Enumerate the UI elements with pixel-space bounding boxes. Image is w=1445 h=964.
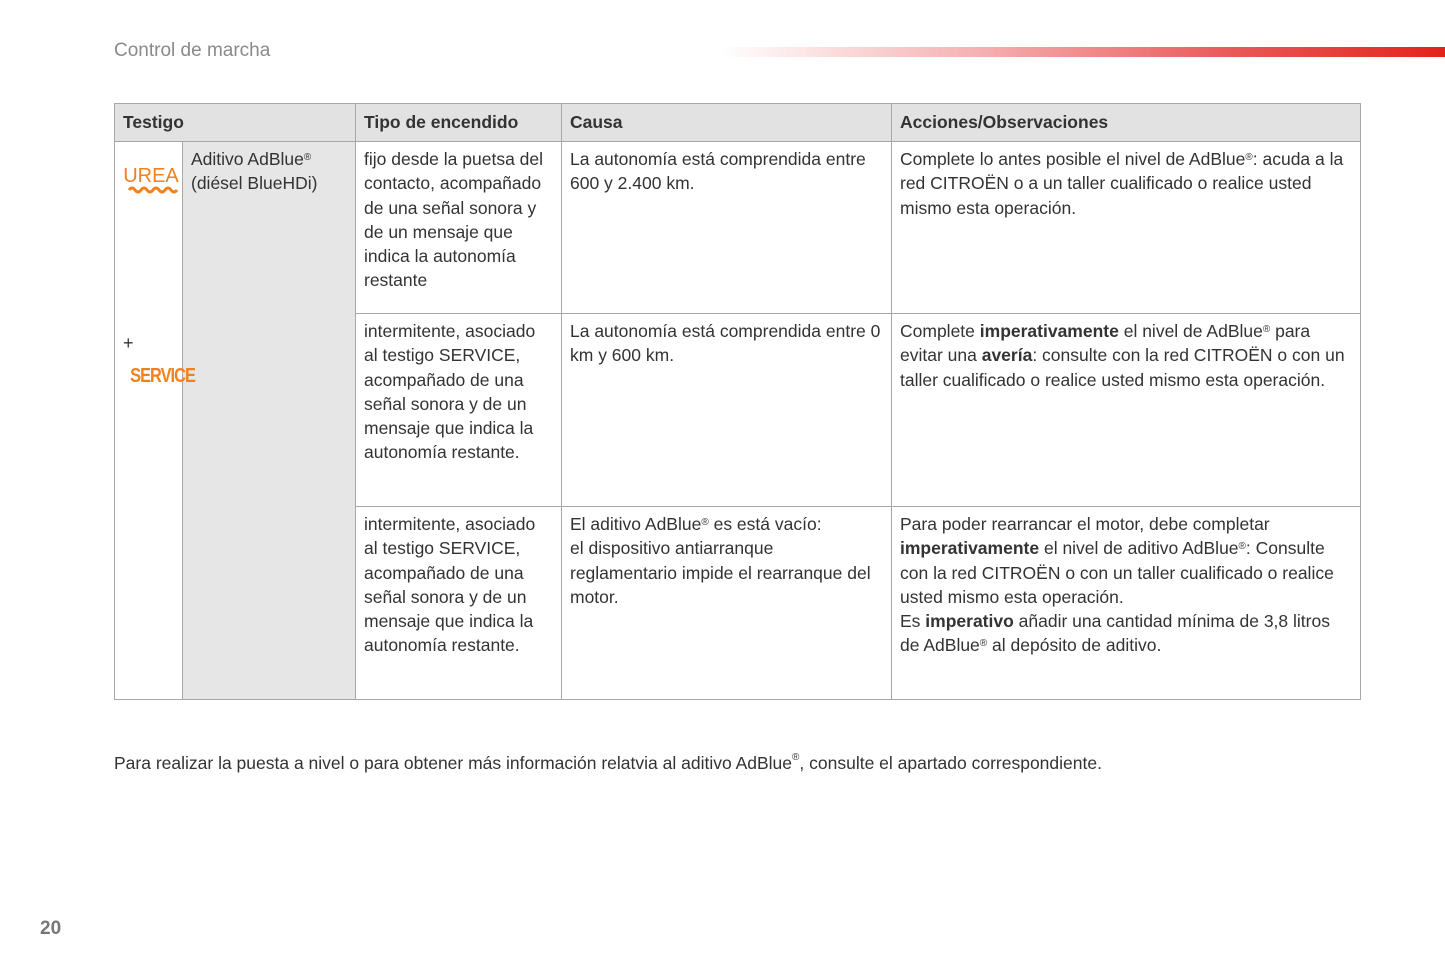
causa-cell: La autonomía está comprendida entre 0 km y 600 km. [562, 314, 892, 507]
accion-cell: Complete lo antes posible el nivel de AdBlue®: acuda a la red CITROËN o a un taller cualificado o realice usted mismo esta operación. [892, 142, 1361, 314]
footer-note: Para realizar la puesta a nivel o para obtener más información relatvia al aditivo AdBlue®, consulte el apartado correspondiente. [114, 752, 1102, 773]
tipo-cell: fijo desde la puetsa del contacto, acompañado de una señal sonora y de un mensaje que indica la autonomía restante [356, 142, 562, 314]
causa-cell: La autonomía está comprendida entre 600 y 2.400 km. [562, 142, 892, 314]
header-accent-bar [720, 47, 1445, 57]
indicator-name: Aditivo AdBlue [191, 149, 304, 169]
urea-wave-icon [129, 188, 177, 192]
section-title: Control de marcha [114, 40, 271, 61]
header-causa: Causa [562, 104, 892, 142]
plus-sign: + [123, 333, 134, 354]
table-header-row [115, 104, 1361, 142]
indicator-name-cell [183, 142, 356, 700]
registered-mark: ® [303, 152, 312, 163]
header-tipo: Tipo de encendido [356, 104, 562, 142]
indicator-icons-cell [115, 142, 195, 700]
tipo-cell: intermitente, asociado al testigo SERVICE, acompañado de una señal sonora y de un mensaje que indica la autonomía restante. [356, 507, 562, 700]
service-warning-icon: SERVICE [130, 364, 195, 387]
page-number: 20 [40, 918, 62, 939]
indicator-subname: (diésel BlueHDi) [191, 173, 318, 194]
tipo-cell: intermitente, asociado al testigo SERVICE, acompañado de una señal sonora y de un mensaje que indica la autonomía restante. [356, 314, 562, 507]
urea-warning-icon [123, 163, 179, 197]
accion-cell: Para poder rearrancar el motor, debe completar imperativamente el nivel de aditivo AdBlue®: Consulte con la red CITROËN o con un taller cualificado o realice usted mismo esta operación. Es imperativo añadir una cantidad mínima de 3,8 litros de AdBlue® al depósito de aditivo. [892, 507, 1361, 700]
table-row [115, 142, 1361, 314]
warning-light-table [114, 103, 1361, 700]
header-testigo: Testigo [115, 104, 356, 142]
causa-cell: El aditivo AdBlue® es está vacío: el dispositivo antiarranque reglamentario impide el rearranque del motor. [562, 507, 892, 700]
urea-label: UREA [123, 165, 179, 187]
accion-cell: Complete imperativamente el nivel de AdBlue® para evitar una avería: consulte con la red CITROËN o con un taller cualificado o realice usted mismo esta operación. [892, 314, 1361, 507]
header-acciones: Acciones/Observaciones [892, 104, 1361, 142]
